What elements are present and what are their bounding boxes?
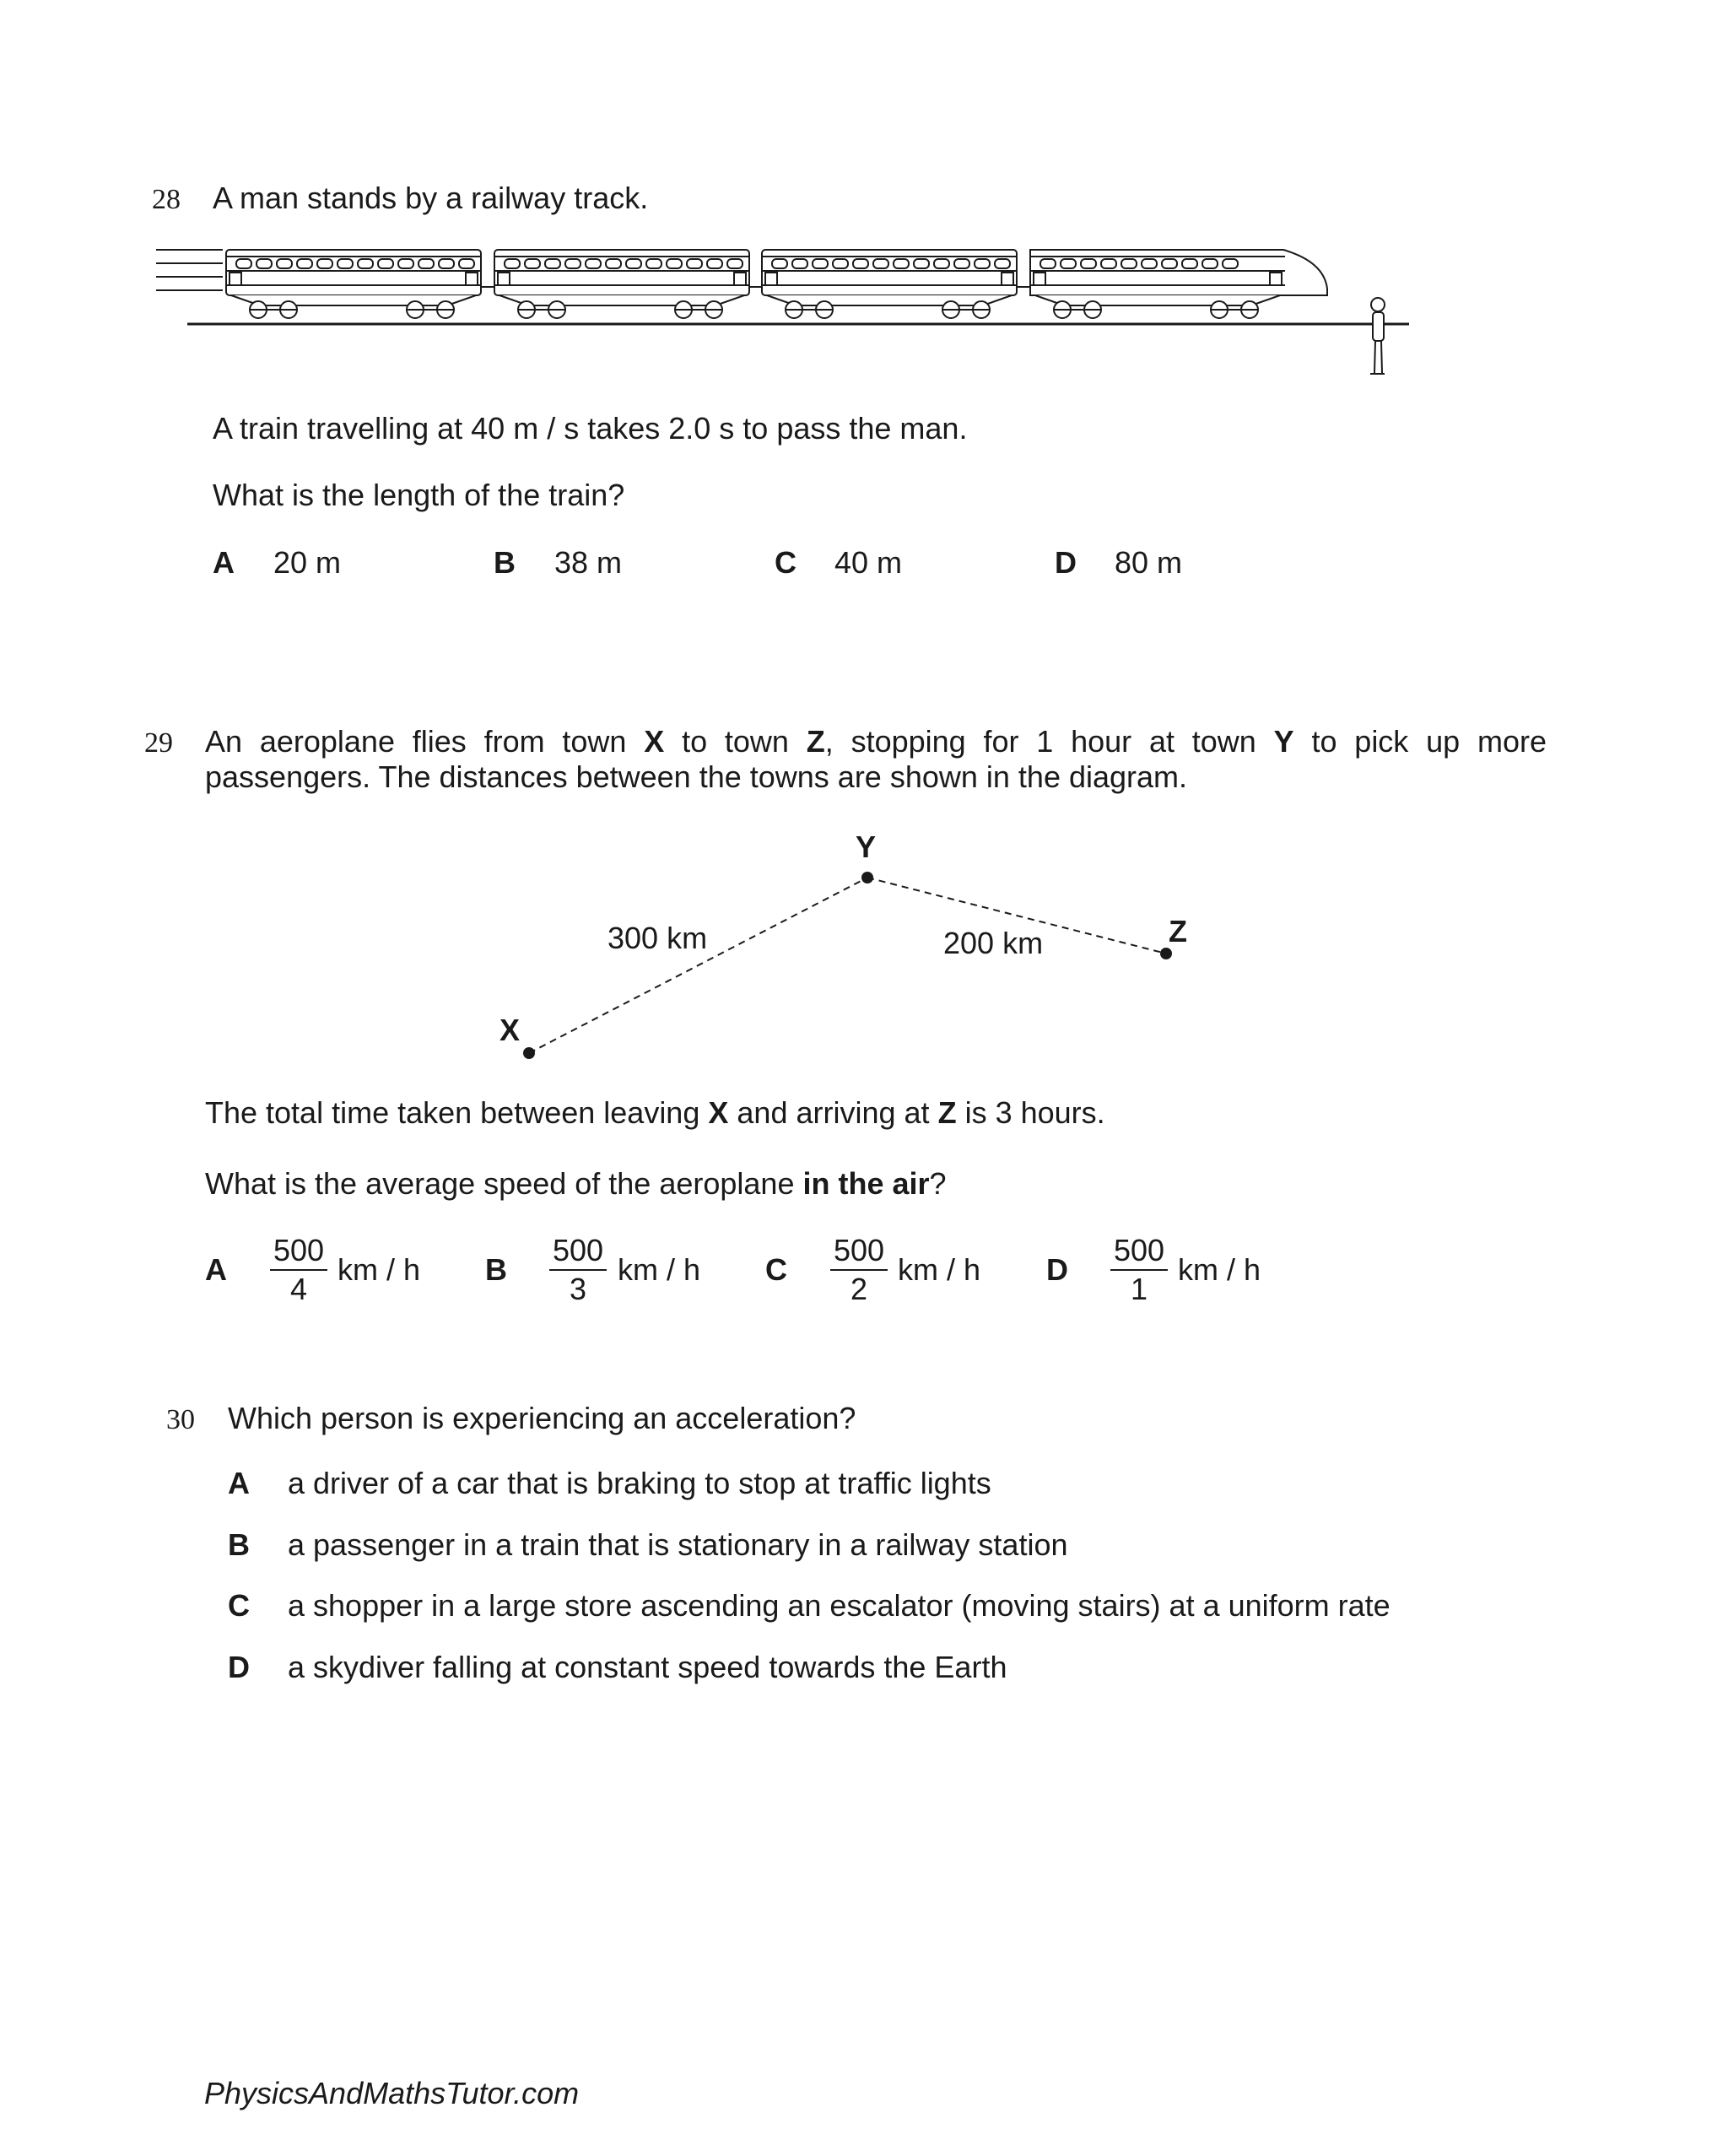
question-text: What is the length of the train? <box>213 478 625 512</box>
distance-yz-label: 200 km <box>943 926 1044 960</box>
option-c-letter: C <box>765 1252 787 1287</box>
option-b-unit: km / h <box>618 1252 701 1287</box>
question-number: 28 <box>152 184 181 215</box>
option-d-text: a skydiver falling at constant speed towards the Earth <box>288 1650 1007 1684</box>
question-text: What is the average speed of the aeroplane in the air? <box>205 1166 947 1201</box>
question-text: Which person is experiencing an acceleration? <box>228 1401 856 1435</box>
question-intro-line1: An aeroplane flies from town X to town Z, stopping for 1 hour at town Y to pick up more <box>205 724 1547 759</box>
option-d-unit: km / h <box>1178 1252 1261 1287</box>
option-c-letter: C <box>228 1588 250 1623</box>
option-a-unit: km / h <box>338 1252 421 1287</box>
option-b-text: a passenger in a train that is stationary in a railway station <box>288 1527 1068 1562</box>
option-a-letter: A <box>205 1252 227 1287</box>
question-statement: The total time taken between leaving X and arriving at Z is 3 hours. <box>205 1095 1105 1130</box>
town-z-label: Z <box>1169 914 1187 948</box>
option-b-letter: B <box>485 1252 507 1287</box>
option-c-text: 40 m <box>834 545 903 580</box>
option-b-text: 38 m <box>554 545 623 580</box>
option-d-fraction: 500 1 <box>1110 1234 1168 1306</box>
question-intro: A man stands by a railway track. <box>213 181 649 215</box>
option-b-fraction: 500 3 <box>549 1234 607 1306</box>
option-c-text: a shopper in a large store ascending an escalator (moving stairs) at a uniform rate <box>288 1588 1390 1623</box>
question-intro-line2: passengers. The distances between the towns are shown in the diagram. <box>205 759 1188 794</box>
option-d-text: 80 m <box>1115 545 1183 580</box>
option-d-letter: D <box>228 1650 250 1684</box>
question-number: 29 <box>144 727 173 759</box>
option-a-text: 20 m <box>273 545 342 580</box>
distance-xy-label: 300 km <box>608 921 708 955</box>
footer-site-name: PhysicsAndMathsTutor.com <box>204 2076 580 2110</box>
option-a-letter: A <box>228 1466 250 1500</box>
option-c-letter: C <box>775 545 796 580</box>
option-a-text: a driver of a car that is braking to stop at traffic lights <box>288 1466 991 1500</box>
option-d-letter: D <box>1055 545 1077 580</box>
option-b-letter: B <box>228 1527 250 1562</box>
question-number: 30 <box>166 1404 195 1435</box>
option-c-fraction: 500 2 <box>830 1234 888 1306</box>
option-a-fraction: 500 4 <box>270 1234 327 1306</box>
option-d-letter: D <box>1046 1252 1068 1287</box>
option-a-letter: A <box>213 545 235 580</box>
town-y-point <box>861 872 873 883</box>
question-statement: A train travelling at 40 m / s takes 2.0 s to pass the man. <box>213 411 968 446</box>
town-x-label: X <box>500 1013 521 1047</box>
town-y-label: Y <box>856 829 877 864</box>
option-b-letter: B <box>494 545 516 580</box>
town-z-point <box>1160 948 1172 959</box>
town-x-point <box>523 1047 535 1059</box>
option-c-unit: km / h <box>898 1252 981 1287</box>
